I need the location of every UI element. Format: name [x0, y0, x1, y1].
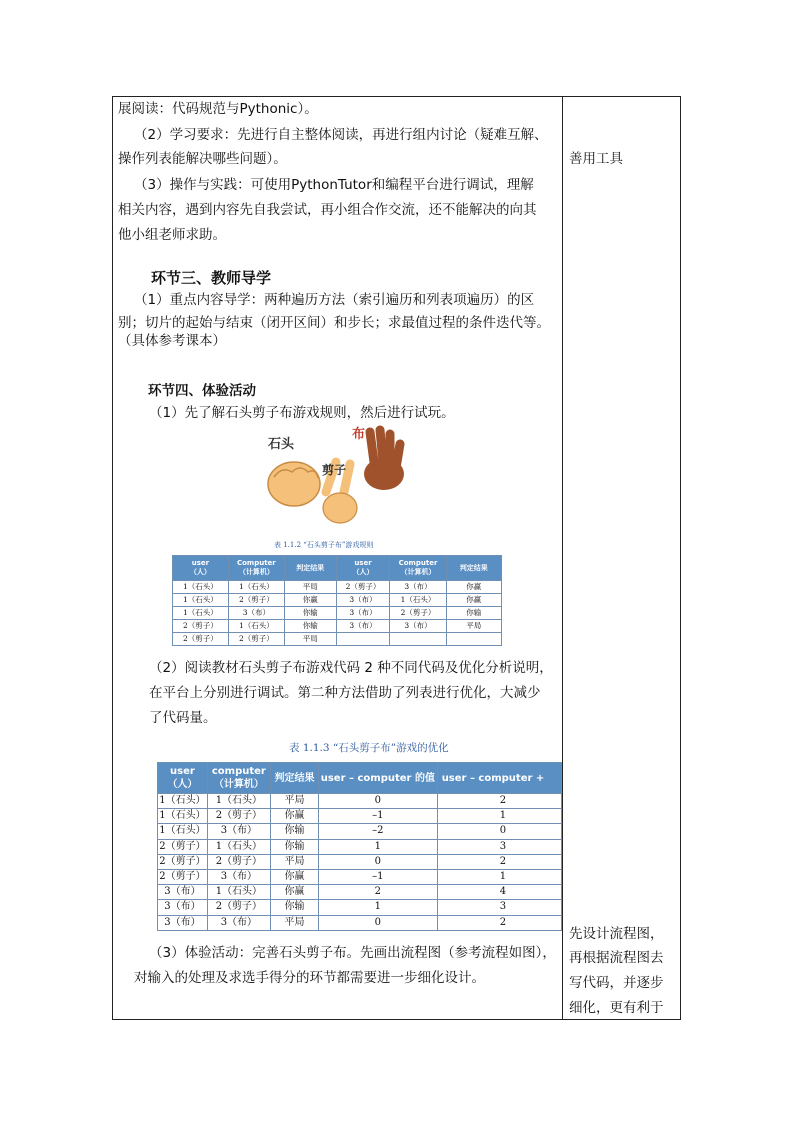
table-header-row — [173, 556, 502, 581]
rock-fist-icon — [268, 462, 320, 506]
table-cell: 你输 — [270, 900, 318, 915]
table-cell: 平局 — [270, 854, 318, 869]
optimization-table — [157, 762, 562, 931]
table-cell: –1 — [319, 809, 438, 824]
optimization-table-clip — [157, 762, 562, 932]
table-cell — [446, 633, 501, 646]
table-row — [158, 900, 562, 915]
text-line: （3）操作与实践：可使用PythonTutor和编程平台进行调试，理解 — [134, 177, 534, 193]
text-line: 了代码量。 — [149, 710, 217, 726]
table-cell: 0 — [319, 915, 438, 930]
text-line: （1）先了解石头剪子布游戏规则，然后进行试玩。 — [149, 405, 455, 421]
table-row — [158, 809, 562, 824]
table-cell: 2（剪子） — [228, 594, 284, 607]
table-cell: 0 — [319, 794, 438, 809]
side-note-line: 细化，更有利于 — [569, 1000, 664, 1016]
table-cell: 4 — [437, 885, 561, 900]
table-cell: 1（石头） — [207, 885, 270, 900]
table-cell: 你输 — [270, 839, 318, 854]
text-line: （2）学习要求：先进行自主整体阅读，再进行组内讨论（疑难互解、 — [134, 127, 548, 143]
table-cell: 0 — [319, 854, 438, 869]
table-header: Computer （计算机） — [228, 556, 284, 581]
table-cell: 2（剪子） — [336, 581, 390, 594]
text-line: （3）体验活动：完善石头剪子布。先画出流程图（参考流程如图）， — [149, 945, 556, 961]
table-row — [158, 869, 562, 884]
table-cell: 3（布） — [390, 620, 446, 633]
table-header: 判定结果 — [270, 763, 318, 794]
table-cell: 1 — [319, 900, 438, 915]
table-row — [173, 633, 502, 646]
paper-label: 布 — [352, 427, 366, 442]
table-cell: 2 — [437, 915, 561, 930]
table-header: 判定结果 — [284, 556, 336, 581]
table-cell: 你输 — [284, 620, 336, 633]
table-cell: 你赢 — [446, 581, 501, 594]
table-cell: 平局 — [284, 633, 336, 646]
table-cell: 1（石头） — [390, 594, 446, 607]
table-cell: 平局 — [270, 915, 318, 930]
table-cell: 2（剪子） — [173, 633, 229, 646]
side-note-line: 再根据流程图去 — [569, 950, 664, 966]
table-cell: 1（石头） — [173, 607, 229, 620]
table-cell: 1 — [319, 839, 438, 854]
table-cell: 2（剪子） — [228, 633, 284, 646]
table-row — [158, 824, 562, 839]
table-cell: 你赢 — [270, 885, 318, 900]
table-cell: 平局 — [446, 620, 501, 633]
table-header: 判定结果 — [446, 556, 501, 581]
side-note-line: 写代码，并逐步 — [569, 975, 664, 991]
table-cell: 2（剪子） — [207, 900, 270, 915]
side-note-tools: 善用工具 — [569, 151, 623, 167]
rock-label: 石头 — [268, 437, 295, 452]
table-cell: 3（布） — [158, 915, 208, 930]
paper-hand-icon — [364, 458, 404, 490]
table-header-row — [158, 763, 562, 794]
table-cell: 3 — [437, 900, 561, 915]
text-line: 别；切片的起始与结束（闭开区间）和步长；求最值过程的条件迭代等。 — [118, 315, 550, 331]
table-cell: 平局 — [284, 581, 336, 594]
table-cell: 1（石头） — [228, 581, 284, 594]
table-cell: 3（布） — [228, 607, 284, 620]
table-row — [158, 839, 562, 854]
table-cell: 2 — [437, 794, 561, 809]
table-cell: 2（剪子） — [158, 869, 208, 884]
table-cell: 你赢 — [270, 869, 318, 884]
table-cell — [390, 633, 446, 646]
table-cell: 1（石头） — [207, 794, 270, 809]
rock-paper-scissors-illustration — [262, 422, 412, 534]
table-cell: 3（布） — [336, 607, 390, 620]
table-cell: 2（剪子） — [207, 854, 270, 869]
table-cell: –1 — [319, 869, 438, 884]
table-row — [158, 854, 562, 869]
table-row — [158, 915, 562, 930]
table-cell: 你输 — [284, 607, 336, 620]
table-cell: 1 — [437, 809, 561, 824]
text-line: 他小组老师求助。 — [118, 227, 226, 243]
side-note-line: 先设计流程图， — [569, 926, 664, 942]
table-cell — [336, 633, 390, 646]
column-divider — [562, 96, 563, 1020]
text-line: 对输入的处理及求选手得分的环节都需要进一步细化设计。 — [134, 970, 485, 986]
table-cell: 1（石头） — [173, 594, 229, 607]
table-cell: 你赢 — [446, 594, 501, 607]
table-cell: 1（石头） — [158, 809, 208, 824]
text-line: （2）阅读教材石头剪子布游戏代码 2 种不同代码及优化分析说明， — [149, 660, 553, 676]
table-header: user （人） — [158, 763, 208, 794]
table-header: user – computer + — [437, 763, 561, 794]
table-cell: 3（布） — [336, 594, 390, 607]
table-cell: 1（石头） — [173, 581, 229, 594]
text-line: （具体参考课本） — [118, 333, 226, 349]
table-row — [173, 581, 502, 594]
table-cell: 你赢 — [270, 809, 318, 824]
table-cell: 2 — [319, 885, 438, 900]
table-cell: 0 — [437, 824, 561, 839]
table-header: computer （计算机） — [207, 763, 270, 794]
table-cell: 1（石头） — [228, 620, 284, 633]
table-cell: 1 — [437, 869, 561, 884]
table-cell: 2（剪子） — [207, 809, 270, 824]
section4-heading: 环节四、体验活动 — [148, 383, 256, 399]
table-header: user （人） — [336, 556, 390, 581]
table-row — [173, 594, 502, 607]
rules-table — [172, 555, 502, 646]
text-line: 操作列表能解决哪些问题）。 — [118, 151, 287, 167]
table-cell: 3（布） — [207, 824, 270, 839]
table-cell: 1（石头） — [207, 839, 270, 854]
text-line: （1）重点内容导学：两种遍历方法（索引遍历和列表项遍历）的区 — [134, 292, 535, 308]
table-cell: 3（布） — [390, 581, 446, 594]
table-cell: 3 — [437, 839, 561, 854]
table-cell: 1（石头） — [158, 794, 208, 809]
table-cell: 平局 — [270, 794, 318, 809]
table1-caption: 表 1.1.2 “石头剪子布”游戏规则 — [274, 541, 374, 549]
table-cell: 3（布） — [158, 885, 208, 900]
table-cell: 3（布） — [207, 869, 270, 884]
table-cell: 1（石头） — [158, 824, 208, 839]
table-cell: 你赢 — [284, 594, 336, 607]
table-cell: 2（剪子） — [173, 620, 229, 633]
table-cell: 3（布） — [158, 900, 208, 915]
table-cell: 2（剪子） — [390, 607, 446, 620]
table-cell: 你输 — [270, 824, 318, 839]
table-cell: 3（布） — [207, 915, 270, 930]
text-line: 展阅读：代码规范与Pythonic）。 — [118, 101, 318, 117]
table-header: user – computer 的值 — [319, 763, 438, 794]
table-cell: 2（剪子） — [158, 854, 208, 869]
table2-caption: 表 1.1.3 “石头剪子布”游戏的优化 — [289, 742, 449, 754]
table-header: user （人） — [173, 556, 229, 581]
table-cell: 你输 — [446, 607, 501, 620]
table-row — [158, 885, 562, 900]
table-row — [158, 794, 562, 809]
table-row — [173, 620, 502, 633]
text-line: 相关内容，遇到内容先自我尝试，再小组合作交流，还不能解决的向其 — [118, 202, 537, 218]
table-header: Computer （计算机） — [390, 556, 446, 581]
scissors-label: 剪子 — [322, 463, 347, 477]
table-cell: 3（布） — [336, 620, 390, 633]
text-line: 在平台上分别进行调试。第二种方法借助了列表进行优化，大减少 — [149, 685, 541, 701]
table-cell: 2（剪子） — [158, 839, 208, 854]
table-cell: 2 — [437, 854, 561, 869]
table-row — [173, 607, 502, 620]
section3-heading: 环节三、教师导学 — [151, 269, 272, 287]
table-cell: –2 — [319, 824, 438, 839]
